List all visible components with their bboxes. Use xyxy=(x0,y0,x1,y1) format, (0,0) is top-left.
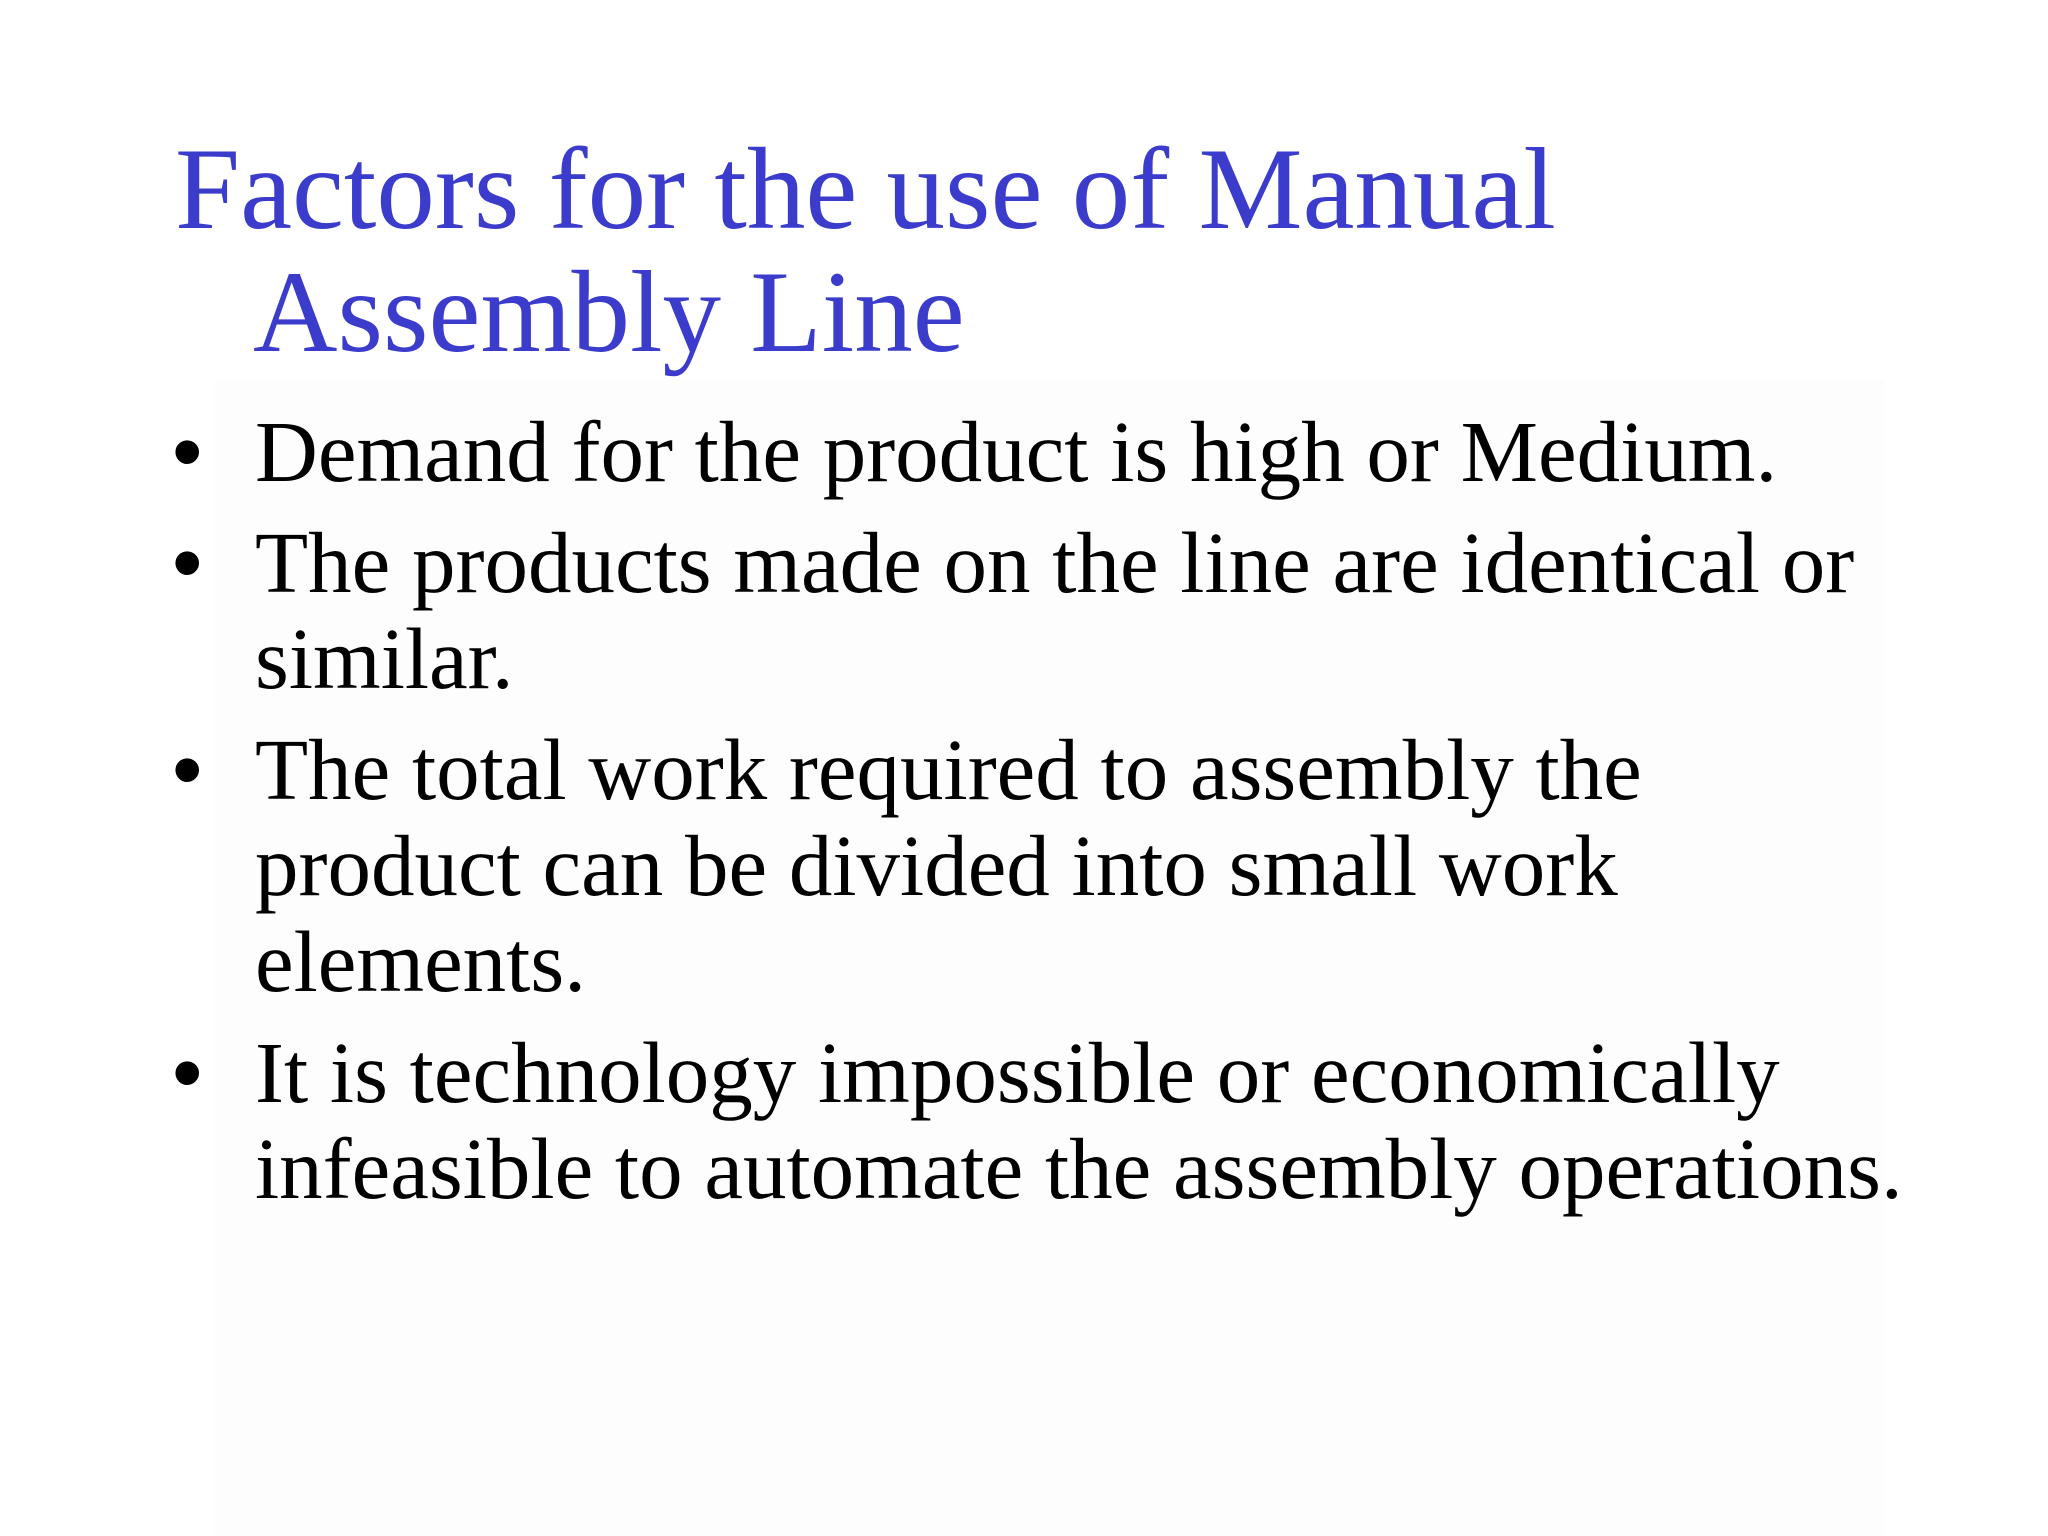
bullet-text: Demand for the product is high or Medium. xyxy=(255,403,1778,500)
bullet-item xyxy=(172,1025,1912,1217)
bullet-list xyxy=(172,404,1912,1217)
bullet-item xyxy=(172,404,1912,500)
bullet-icon: • xyxy=(172,721,203,818)
bullet-item xyxy=(172,515,1912,707)
bullet-icon: • xyxy=(172,514,203,611)
bullet-text: The products made on the line are identical or similar. xyxy=(255,514,1855,707)
bullet-text: It is technology impossible or economically infeasible to automate the assembly operations. xyxy=(255,1024,1903,1217)
slide-title: Factors for the use of Manual Assembly Line xyxy=(175,125,1556,377)
bullet-text: The total work required to assembly the product can be divided into small work elements. xyxy=(255,721,1642,1010)
bullet-icon: • xyxy=(172,403,203,500)
bullet-item xyxy=(172,722,1912,1010)
bullet-icon: • xyxy=(172,1024,203,1121)
